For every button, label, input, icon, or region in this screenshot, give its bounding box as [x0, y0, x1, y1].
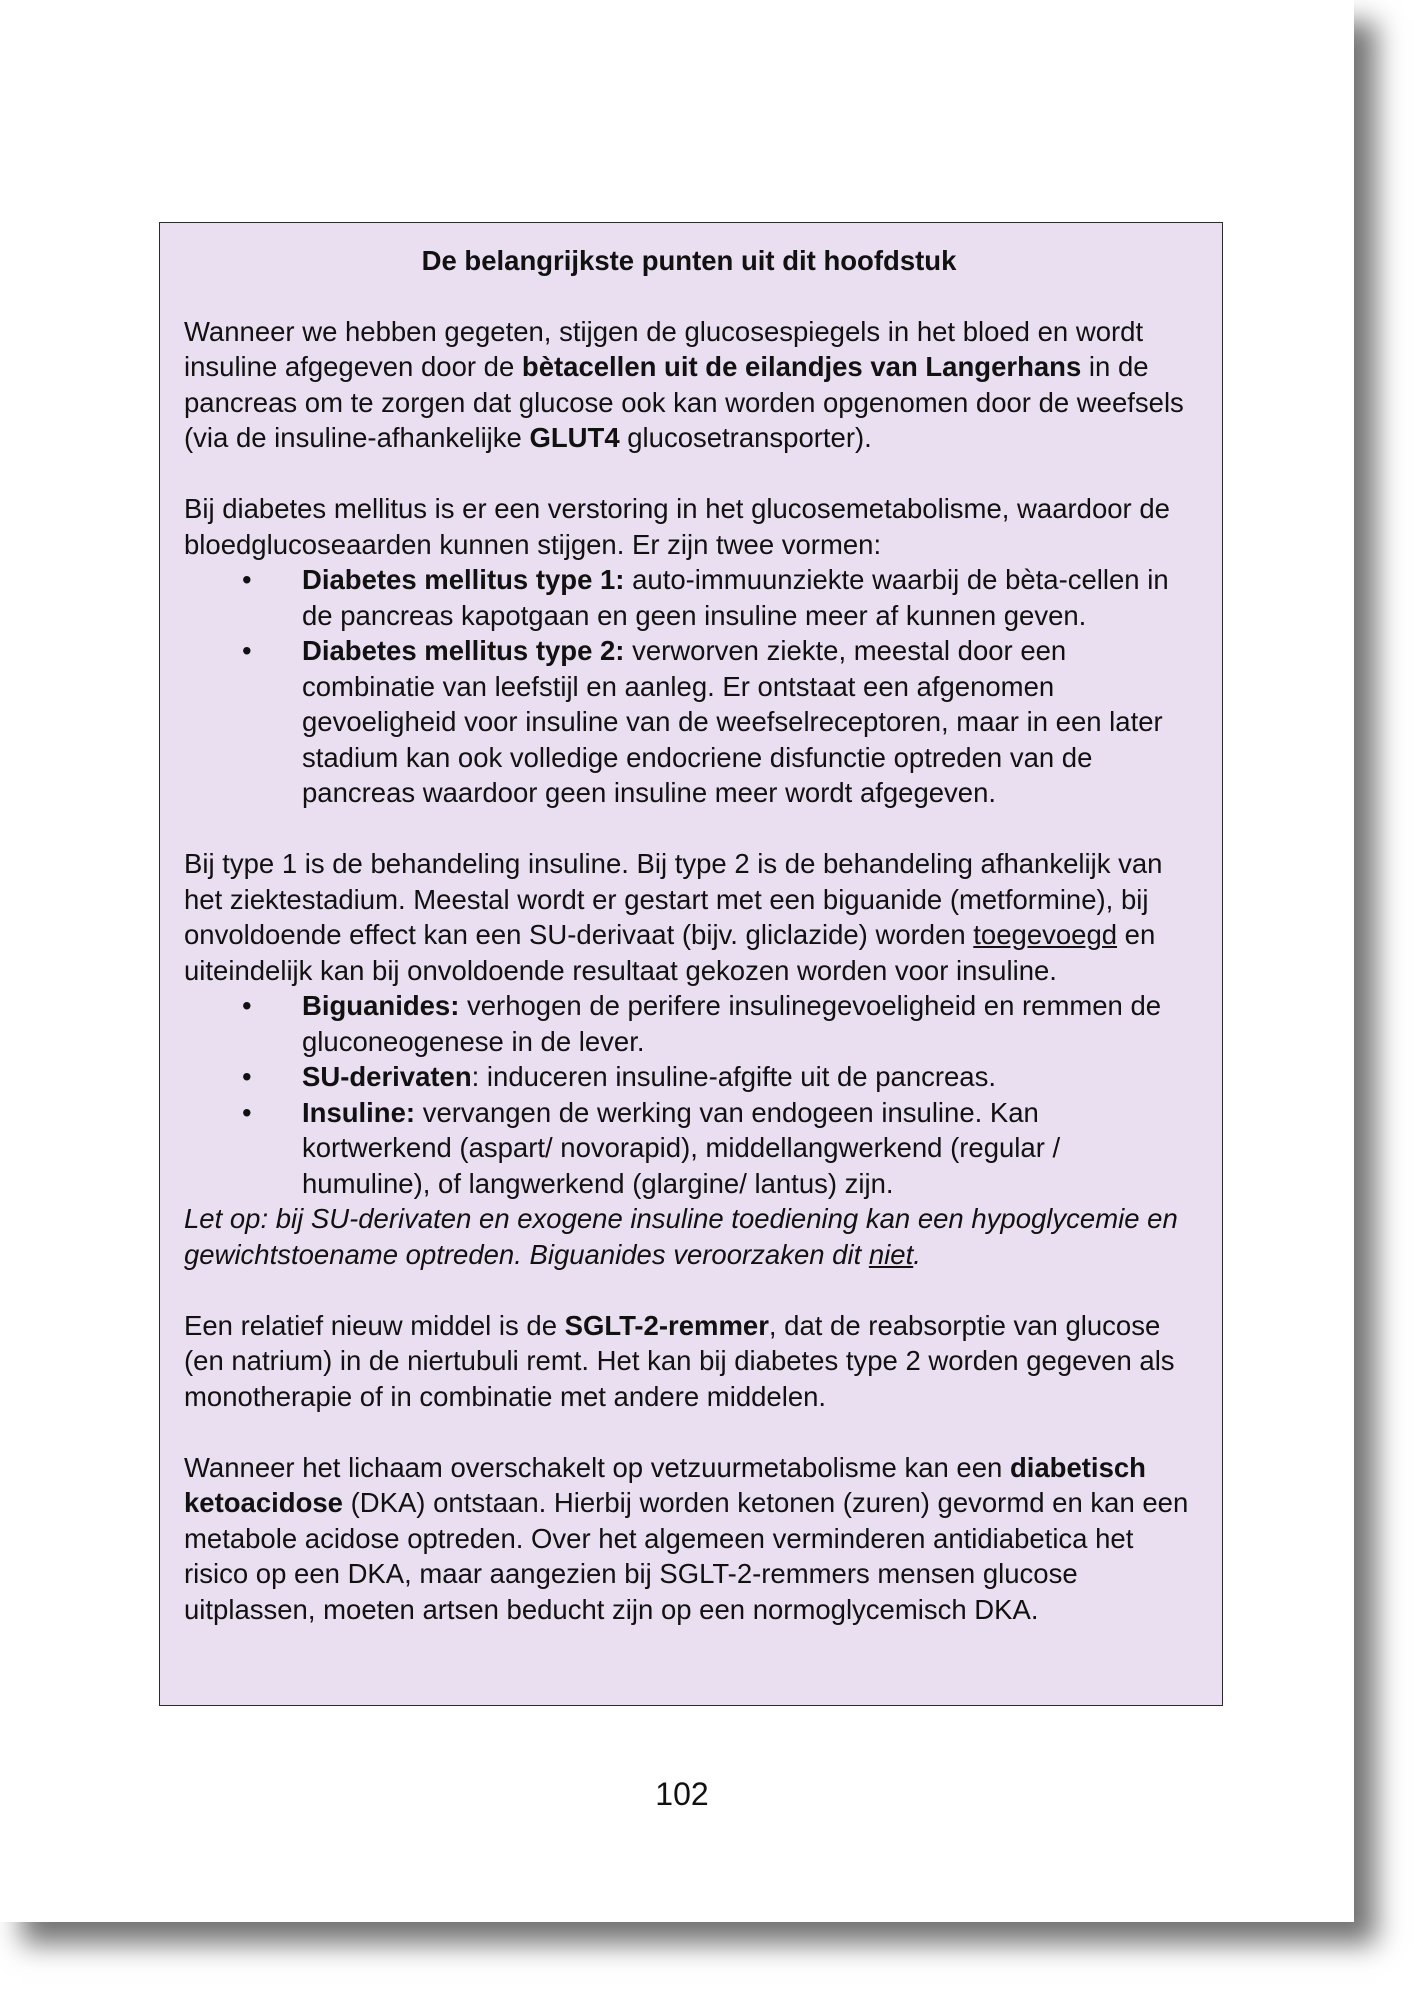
- text-span: Bij type 1 is de behandeling insuline. Bij type 2 is de behandeling afhankelijk van het ziektestadium. Meestal wordt er gestart met een biguanide (metformine), bij onvoldoende effect kan een SU-derivaat (bijv. gliclazide) worden: [184, 848, 1163, 950]
- text-span: Let op: bij SU-derivaten en exogene insuline toediening kan een hypoglycemie en gewichtstoename optreden. Biguanides veroorzaken dit: [184, 1203, 1178, 1270]
- bold-term: bètacellen uit de eilandjes van Langerhans: [521, 351, 1082, 382]
- drugs-list: [184, 988, 1194, 1201]
- text-span: Wanneer het lichaam overschakelt op vetzuurmetabolisme kan een: [184, 1451, 1010, 1483]
- page-number: 102: [655, 1776, 709, 1812]
- list-item: [184, 988, 1194, 1059]
- text-span: .: [913, 1238, 921, 1270]
- bold-term: Diabetes mellitus type 1:: [302, 564, 625, 595]
- list-item: [184, 633, 1194, 811]
- bold-term: Insuline:: [302, 1096, 416, 1128]
- underlined-word: toegevoegd: [973, 919, 1118, 950]
- underlined-word: niet: [868, 1238, 914, 1270]
- list-item: [184, 1095, 1194, 1202]
- text-span: Een relatief nieuw middel is de: [184, 1309, 565, 1341]
- summary-box: [159, 222, 1223, 1706]
- paragraph-insulin-release: [184, 314, 1194, 456]
- paragraph-diabetes-intro: Bij diabetes mellitus is er een verstoring in het glucosemetabolisme, waardoor de bloedglucoseaarden kunnen stijgen. Er zijn twee vormen:: [184, 493, 1170, 560]
- bold-term: SU-derivaten: [302, 1061, 472, 1092]
- text-span: vervangen de werking van endogeen insuline. Kan kortwerkend (aspart/ novorapid), middellangwerkend (regular / humuline), of langwerkend (glargine/ lantus) zijn.: [302, 1096, 1061, 1199]
- paragraph-sglt2: [184, 1308, 1194, 1415]
- text-span: verhogen de perifere insulinegevoeligheid en remmen de gluconeogenese in de lever.: [302, 990, 1162, 1057]
- list-item: [184, 1059, 1194, 1095]
- bold-term: Diabetes mellitus type 2:: [302, 635, 625, 666]
- bold-term: diabetisch ketoacidose: [184, 1451, 1146, 1518]
- text-span: : induceren insuline-afgifte uit de pancreas.: [471, 1061, 996, 1092]
- text-span: , dat de reabsorptie van glucose (en natrium) in de niertubuli remt. Het kan bij diabetes type 2 worden gegeven als monotherapie of in combinatie met andere middelen.: [184, 1309, 1175, 1412]
- bold-term: GLUT4: [529, 422, 620, 453]
- text-span: auto-immuunziekte waarbij de bèta-cellen in de pancreas kapotgaan en geen insuline meer af kunnen geven.: [302, 564, 1169, 631]
- text-span: (DKA) ontstaan. Hierbij worden ketonen (zuren) gevormd en kan een metabole acidose optreden. Over het algemeen verminderen antidiabetica het risico op een DKA, maar aangezien bij SGLT-2-remmers mensen glucose uitplassen, moeten artsen beducht zijn op een normoglycemisch DKA.: [184, 1487, 1189, 1625]
- bold-term: Biguanides:: [302, 990, 460, 1021]
- text-span: Wanneer we hebben gegeten, stijgen de glucosespiegels in het bloed en wordt insuline afgegeven door de: [184, 315, 1144, 382]
- diabetes-types-list: [184, 562, 1194, 811]
- text-span: en uiteindelijk kan bij onvoldoende resultaat gekozen worden voor insuline.: [184, 919, 1156, 986]
- paragraph-treatment: [184, 846, 1194, 988]
- paragraph-dka: [184, 1450, 1194, 1628]
- box-title: De belangrijkste punten uit dit hoofdstuk: [421, 245, 957, 276]
- text-span: verworven ziekte, meestal door een combinatie van leefstijl en aanleg. Er ontstaat een afgenomen gevoeligheid voor insuline van de weefselreceptoren, maar in een later stadium kan ook volledige endocriene disfunctie optreden van de pancreas waardoor geen insuline meer wordt afgegeven.: [302, 635, 1163, 808]
- list-item: [184, 562, 1194, 633]
- italic-note: [184, 1201, 1194, 1272]
- text-span: in de pancreas om te zorgen dat glucose ook kan worden opgenomen door de weefsels (via de insuline-afhankelijke: [184, 351, 1184, 453]
- text-span: glucosetransporter).: [619, 422, 872, 453]
- bold-term: SGLT-2-remmer: [564, 1309, 769, 1341]
